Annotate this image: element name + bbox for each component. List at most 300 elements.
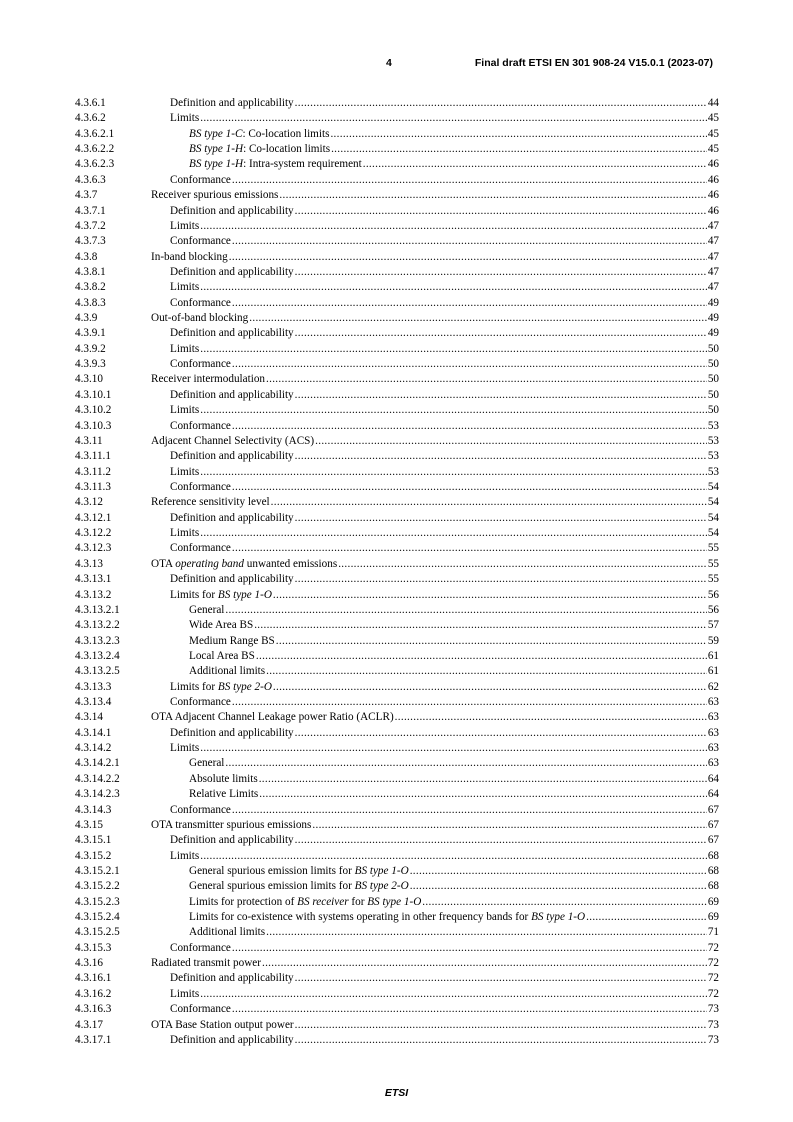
toc-section-number: 4.3.16 (75, 957, 103, 970)
toc-entry-line (151, 557, 719, 572)
toc-section-title (189, 142, 331, 157)
toc-section-title (170, 1033, 295, 1048)
toc-entry[interactable] (75, 833, 719, 848)
toc-section-title (189, 864, 410, 879)
toc-page-number: 45 (707, 112, 719, 125)
toc-section-title (170, 588, 273, 603)
toc-entry[interactable] (75, 234, 719, 249)
toc-title-segment: Definition and applicability (170, 204, 294, 217)
toc-entry-line (170, 96, 719, 111)
toc-entry[interactable] (75, 541, 719, 556)
toc-title-segment: General (189, 757, 225, 770)
toc-section-title (189, 772, 259, 787)
toc-section-number: 4.3.7.1 (75, 204, 106, 217)
toc-title-segment: Receiver spurious emissions (151, 189, 279, 202)
toc-section-title (170, 265, 295, 280)
toc-dot-leader (232, 941, 707, 956)
toc-entry-line (170, 526, 719, 541)
toc-entry-line (170, 971, 719, 986)
toc-section-title (151, 710, 395, 725)
toc-section-title (151, 434, 315, 449)
toc-dot-leader (266, 664, 707, 679)
toc-page-number: 45 (707, 143, 719, 156)
toc-page-number: 50 (707, 358, 719, 371)
toc-entry-line (151, 372, 719, 387)
toc-entry[interactable] (75, 311, 719, 326)
toc-entry[interactable] (75, 357, 719, 372)
toc-section-title (170, 173, 232, 188)
toc-dot-leader (200, 465, 707, 480)
toc-title-segment: OTA Base Station output power (151, 1018, 294, 1031)
toc-dot-leader (295, 326, 707, 341)
toc-section-number: 4.3.13.2.3 (75, 634, 120, 647)
toc-entry[interactable] (75, 434, 719, 449)
toc-section-number: 4.3.10.2 (75, 404, 112, 417)
toc-title-segment: Limits for co-existence with systems operating in other frequency bands for (189, 911, 532, 924)
toc-dot-leader (249, 311, 707, 326)
toc-page-number: 67 (707, 803, 719, 816)
toc-page-number: 56 (707, 603, 719, 616)
toc-entry[interactable] (75, 849, 719, 864)
toc-title-segment: OTA transmitter spurious emissions (151, 818, 312, 831)
toc-section-number: 4.3.12.1 (75, 511, 112, 524)
toc-entry[interactable] (75, 372, 719, 387)
toc-title-segment: Limits (170, 987, 200, 1000)
toc-entry[interactable] (75, 910, 719, 925)
toc-entry[interactable] (75, 649, 719, 664)
toc-entry[interactable] (75, 557, 719, 572)
toc-dot-leader (312, 818, 706, 833)
toc-page-number: 73 (707, 1018, 719, 1031)
toc-entry[interactable] (75, 1033, 719, 1048)
toc-entry-line (170, 388, 719, 403)
toc-entry[interactable] (75, 956, 719, 971)
toc-section-title (189, 618, 254, 633)
toc-section-number: 4.3.15.2 (75, 849, 112, 862)
toc-page-number: 63 (707, 711, 719, 724)
toc-page-number: 53 (707, 434, 719, 447)
toc-entry[interactable] (75, 204, 719, 219)
toc-title-segment: Limits (170, 281, 200, 294)
toc-entry[interactable] (75, 173, 719, 188)
toc-dot-leader (295, 204, 707, 219)
toc-entry[interactable] (75, 879, 719, 894)
toc-title-segment: Definition and applicability (170, 388, 294, 401)
toc-entry[interactable] (75, 388, 719, 403)
toc-entry[interactable] (75, 634, 719, 649)
toc-entry[interactable] (75, 511, 719, 526)
toc-section-number: 4.3.12.2 (75, 527, 112, 540)
toc-dot-leader (422, 895, 707, 910)
toc-title-segment: Limits (170, 527, 200, 540)
toc-entry-line (170, 833, 719, 848)
toc-entry[interactable] (75, 803, 719, 818)
toc-dot-leader (200, 741, 707, 756)
toc-section-title (170, 680, 273, 695)
toc-section-title (170, 403, 200, 418)
toc-entry-line (170, 695, 719, 710)
toc-entry[interactable] (75, 127, 719, 142)
toc-entry-line (189, 864, 719, 879)
toc-dot-leader (266, 925, 707, 940)
toc-title-segment: Definition and applicability (170, 834, 294, 847)
toc-title-segment: Conformance (170, 235, 231, 248)
toc-entry[interactable] (75, 495, 719, 510)
toc-section-title (170, 526, 200, 541)
toc-entry-line (170, 588, 719, 603)
toc-section-number: 4.3.11.1 (75, 450, 111, 463)
toc-page-number: 53 (707, 450, 719, 463)
toc-dot-leader (295, 511, 707, 526)
toc-section-title (151, 956, 262, 971)
toc-entry[interactable] (75, 219, 719, 234)
toc-title-segment: BS type 1-H (189, 143, 244, 156)
toc-entry-line (170, 219, 719, 234)
toc-dot-leader (200, 111, 707, 126)
toc-section-title (189, 664, 266, 679)
toc-entry[interactable] (75, 419, 719, 434)
toc-title-segment: Limits for (170, 680, 218, 693)
toc-title-segment: Definition and applicability (170, 573, 294, 586)
toc-section-title (189, 157, 363, 172)
toc-title-segment: Conformance (170, 480, 231, 493)
toc-title-segment: Definition and applicability (170, 450, 294, 463)
toc-title-segment: Additional limits (189, 665, 266, 678)
toc-section-title (189, 787, 259, 802)
toc-title-segment: BS type 2-O (354, 880, 409, 893)
toc-title-segment: BS receiver (297, 895, 349, 908)
toc-page-number: 71 (707, 926, 719, 939)
toc-dot-leader (200, 403, 707, 418)
toc-entry[interactable] (75, 726, 719, 741)
toc-page-number: 69 (707, 895, 719, 908)
toc-section-title (170, 296, 232, 311)
toc-entry[interactable] (75, 111, 719, 126)
toc-entry-line (170, 173, 719, 188)
toc-entry-line (151, 710, 719, 725)
toc-dot-leader (200, 219, 707, 234)
toc-section-title (170, 726, 295, 741)
toc-dot-leader (295, 1033, 707, 1048)
toc-entry[interactable] (75, 403, 719, 418)
toc-section-title (189, 603, 225, 618)
toc-title-segment: Wide Area BS (189, 619, 254, 632)
toc-page-number: 59 (707, 634, 719, 647)
toc-section-title (170, 803, 232, 818)
toc-entry[interactable] (75, 1002, 719, 1017)
toc-title-segment: Conformance (170, 1003, 231, 1016)
toc-entry-line (151, 434, 719, 449)
toc-title-segment: Limits for protection of (189, 895, 298, 908)
toc-section-number: 4.3.13.4 (75, 696, 112, 709)
toc-page-number: 55 (707, 573, 719, 586)
toc-page-number: 56 (707, 588, 719, 601)
toc-entry[interactable] (75, 449, 719, 464)
toc-entry[interactable] (75, 157, 719, 172)
toc-section-title (189, 895, 422, 910)
toc-title-segment: Conformance (170, 542, 231, 555)
toc-page-number: 54 (707, 496, 719, 509)
toc-entry-line (170, 111, 719, 126)
toc-page-number: 67 (707, 834, 719, 847)
page-footer (0, 1087, 793, 1099)
toc-title-segment: Conformance (170, 296, 231, 309)
toc-page-number: 63 (707, 742, 719, 755)
toc-entry-line (170, 726, 719, 741)
toc-section-number: 4.3.10.3 (75, 419, 112, 432)
toc-title-segment: Limits (170, 742, 200, 755)
toc-section-title (170, 971, 295, 986)
toc-page-number: 73 (707, 1003, 719, 1016)
toc-entry[interactable] (75, 864, 719, 879)
toc-section-title (170, 449, 295, 464)
toc-section-number: 4.3.16.2 (75, 987, 112, 1000)
toc-section-number: 4.3.12 (75, 496, 103, 509)
toc-entry-line (170, 465, 719, 480)
toc-section-number: 4.3.15.2.4 (75, 911, 120, 924)
toc-dot-leader (273, 680, 707, 695)
toc-entry[interactable] (75, 664, 719, 679)
toc-entry-line (189, 895, 719, 910)
toc-page-number: 72 (707, 941, 719, 954)
toc-section-number: 4.3.15 (75, 818, 103, 831)
toc-section-number: 4.3.13.2.5 (75, 665, 120, 678)
toc-section-number: 4.3.6.1 (75, 97, 106, 109)
toc-dot-leader (200, 526, 707, 541)
toc-entry[interactable] (75, 296, 719, 311)
toc-title-segment: OTA (151, 557, 176, 570)
toc-entry-line (170, 204, 719, 219)
toc-section-number: 4.3.14.2.3 (75, 788, 120, 801)
toc-entry[interactable] (75, 818, 719, 833)
toc-section-number: 4.3.15.2.5 (75, 926, 120, 939)
toc-dot-leader (273, 588, 707, 603)
toc-dot-leader (295, 971, 707, 986)
toc-page-number: 44 (707, 97, 719, 109)
toc-title-segment: OTA Adjacent Channel Leakage power Ratio (ACLR) (151, 711, 394, 724)
footer-label: ETSI (384, 1087, 409, 1099)
toc-section-number: 4.3.13.3 (75, 680, 112, 693)
toc-entry[interactable] (75, 142, 719, 157)
toc-title-segment: Out-of-band blocking (151, 312, 249, 325)
toc-entry[interactable] (75, 572, 719, 587)
toc-dot-leader (295, 833, 707, 848)
toc-dot-leader (259, 772, 707, 787)
toc-entry-line (170, 849, 719, 864)
toc-entry-line (189, 756, 719, 771)
toc-page-number: 46 (707, 189, 719, 202)
toc-page-number: 49 (707, 296, 719, 309)
toc-dot-leader (295, 388, 707, 403)
toc-entry[interactable] (75, 895, 719, 910)
toc-entry-line (151, 956, 719, 971)
toc-entry-line (170, 326, 719, 341)
toc-entry[interactable] (75, 265, 719, 280)
toc-section-title (189, 127, 330, 142)
toc-section-title (170, 849, 200, 864)
toc-section-number: 4.3.6.2.3 (75, 158, 115, 171)
toc-section-number: 4.3.7 (75, 189, 98, 202)
toc-section-number: 4.3.15.2.3 (75, 895, 120, 908)
toc-section-number: 4.3.8.3 (75, 296, 106, 309)
toc-title-segment: Definition and applicability (170, 972, 294, 985)
toc-section-number: 4.3.7.2 (75, 219, 106, 232)
toc-title-segment: Limits (170, 404, 200, 417)
toc-entry-line (151, 188, 719, 203)
toc-section-number: 4.3.8.1 (75, 265, 106, 278)
toc-entry[interactable] (75, 603, 719, 618)
toc-section-number: 4.3.14.2.1 (75, 757, 120, 770)
toc-section-number: 4.3.13.2.2 (75, 619, 120, 632)
toc-dot-leader (410, 864, 707, 879)
toc-entry-line (170, 1033, 719, 1048)
toc-page-number: 68 (707, 864, 719, 877)
toc-entry-line (170, 1002, 719, 1017)
toc-entry[interactable] (75, 188, 719, 203)
toc-section-number: 4.3.11.2 (75, 465, 111, 478)
toc-page-number: 50 (707, 404, 719, 417)
toc-section-title (151, 495, 271, 510)
toc-entry[interactable] (75, 680, 719, 695)
toc-entry[interactable] (75, 342, 719, 357)
toc-page-number: 69 (707, 911, 719, 924)
toc-page-number: 49 (707, 327, 719, 340)
toc-title-segment: Reference sensitivity level (151, 496, 270, 509)
toc-section-number: 4.3.7.3 (75, 235, 106, 248)
toc-dot-leader (200, 342, 707, 357)
toc-section-number: 4.3.12.3 (75, 542, 112, 555)
toc-page-number: 64 (707, 788, 719, 801)
toc-section-number: 4.3.10.1 (75, 388, 112, 401)
toc-section-number: 4.3.8 (75, 250, 98, 263)
toc-entry[interactable] (75, 925, 719, 940)
toc-section-number: 4.3.10 (75, 373, 103, 386)
toc-section-title (170, 465, 200, 480)
toc-section-title (189, 910, 586, 925)
toc-entry-line (170, 511, 719, 526)
toc-title-segment: Medium Range BS (189, 634, 275, 647)
toc-entry[interactable] (75, 787, 719, 802)
toc-title-segment: : Co-location limits (242, 127, 330, 140)
toc-title-segment: Limits (170, 342, 200, 355)
toc-entry[interactable] (75, 941, 719, 956)
toc-entry-line (151, 1018, 719, 1033)
toc-dot-leader (271, 495, 707, 510)
toc-section-number: 4.3.14 (75, 711, 103, 724)
toc-title-segment: BS type 1-O (217, 588, 272, 601)
toc-title-segment: Limits (170, 465, 200, 478)
toc-section-number: 4.3.17 (75, 1018, 103, 1031)
toc-page-number: 55 (707, 557, 719, 570)
toc-dot-leader (232, 541, 707, 556)
toc-page-number: 50 (707, 342, 719, 355)
toc-entry[interactable] (75, 326, 719, 341)
toc-dot-leader (232, 234, 707, 249)
toc-entry[interactable] (75, 772, 719, 787)
toc-page-number: 61 (707, 665, 719, 678)
toc-entry[interactable] (75, 280, 719, 295)
toc-title-segment: Definition and applicability (170, 265, 294, 278)
toc-section-number: 4.3.13.2.1 (75, 603, 120, 616)
toc-entry[interactable] (75, 588, 719, 603)
toc-page-number: 54 (707, 480, 719, 493)
toc-section-number: 4.3.14.2.2 (75, 772, 120, 785)
toc-page-number: 46 (707, 204, 719, 217)
toc-entry-line (170, 987, 719, 1002)
toc-section-number: 4.3.13.1 (75, 573, 112, 586)
toc-page-number: 72 (707, 987, 719, 1000)
toc-entry[interactable] (75, 987, 719, 1002)
toc-entry-line (189, 879, 719, 894)
toc-title-segment: General spurious emission limits for (189, 880, 355, 893)
toc-entry[interactable] (75, 465, 719, 480)
toc-section-title (170, 987, 200, 1002)
toc-entry-line (170, 357, 719, 372)
toc-entry[interactable] (75, 756, 719, 771)
toc-page-number: 54 (707, 527, 719, 540)
toc-entry-line (189, 634, 719, 649)
toc-section-title (170, 234, 232, 249)
toc-section-number: 4.3.15.2.2 (75, 880, 120, 893)
toc-section-title (151, 1018, 295, 1033)
toc-entry-line (151, 818, 719, 833)
toc-section-title (151, 188, 279, 203)
toc-section-number: 4.3.17.1 (75, 1033, 112, 1046)
toc-section-number: 4.3.6.2.2 (75, 143, 115, 156)
toc-entry-line (170, 572, 719, 587)
toc-title-segment: General (189, 603, 225, 616)
toc-entry[interactable] (75, 250, 719, 265)
toc-section-title (170, 204, 295, 219)
toc-section-title (170, 111, 200, 126)
toc-section-number: 4.3.15.1 (75, 834, 112, 847)
toc-entry[interactable] (75, 971, 719, 986)
toc-section-title (170, 741, 200, 756)
toc-section-title (170, 388, 295, 403)
toc-section-number: 4.3.9.1 (75, 327, 106, 340)
toc-page-number: 53 (707, 465, 719, 478)
toc-section-title (170, 695, 232, 710)
toc-dot-leader (586, 910, 707, 925)
toc-dot-leader (232, 803, 707, 818)
toc-page-number: 49 (707, 312, 719, 325)
toc-entry[interactable] (75, 96, 719, 111)
toc-entry[interactable] (75, 526, 719, 541)
toc-entry[interactable] (75, 618, 719, 633)
toc-section-number: 4.3.8.2 (75, 281, 106, 294)
toc-page-number: 62 (707, 680, 719, 693)
toc-entry[interactable] (75, 710, 719, 725)
toc-section-number: 4.3.14.2 (75, 742, 112, 755)
toc-entry[interactable] (75, 695, 719, 710)
toc-title-segment: Absolute limits (189, 772, 258, 785)
toc-entry-line (151, 311, 719, 326)
toc-page-number: 46 (707, 173, 719, 186)
toc-dot-leader (232, 173, 707, 188)
toc-section-number: 4.3.6.3 (75, 173, 106, 186)
toc-entry[interactable] (75, 741, 719, 756)
toc-entry[interactable] (75, 1018, 719, 1033)
toc-section-title (170, 541, 232, 556)
toc-page-number: 47 (707, 265, 719, 278)
toc-title-segment: BS type 1-H (189, 158, 244, 171)
toc-section-number: 4.3.15.2.1 (75, 864, 120, 877)
toc-entry-line (151, 250, 719, 265)
toc-dot-leader (295, 265, 707, 280)
toc-dot-leader (395, 710, 707, 725)
toc-entry[interactable] (75, 480, 719, 495)
toc-title-segment: BS type 1-O (531, 911, 586, 924)
